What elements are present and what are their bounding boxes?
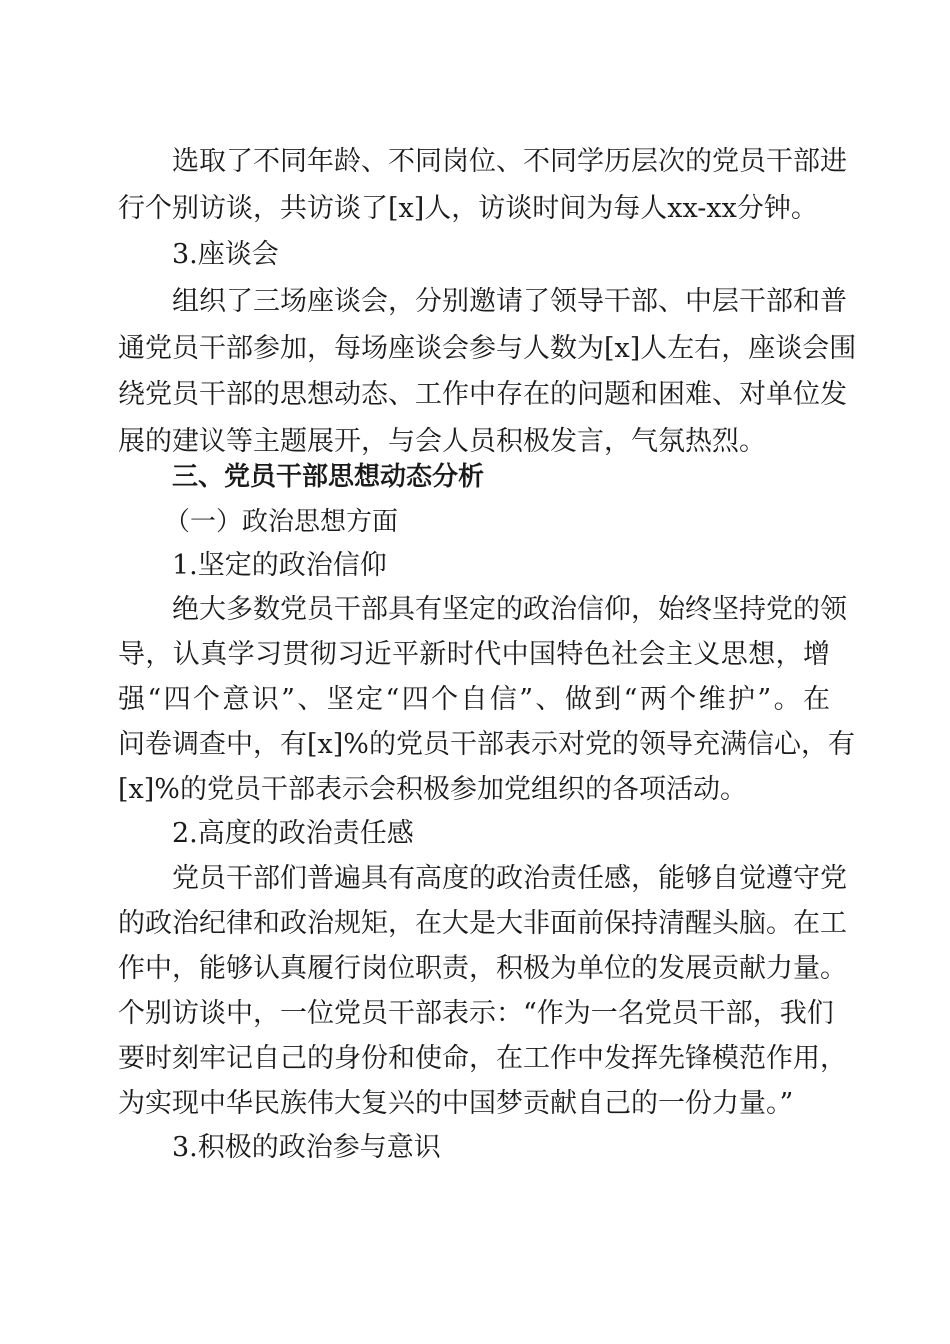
paragraph-line: 为实现中华民族伟大复兴的中国梦贡献自己的一份力量。”	[118, 1088, 794, 1119]
paragraph-line: 绝大多数党员干部具有坚定的政治信仰，始终坚持党的领	[172, 594, 847, 625]
paragraph-line: 的政治纪律和政治规矩，在大是大非面前保持清醒头脑。在工	[118, 908, 847, 939]
paragraph-line: 强“四个意识”、坚定“四个自信”、做到“两个维护”。在	[118, 684, 830, 715]
paragraph-line: 作中，能够认真履行岗位职责，积极为单位的发展贡献力量。	[118, 953, 847, 984]
paragraph-line: 导，认真学习贯彻习近平新时代中国特色社会主义思想，增	[118, 639, 830, 670]
paragraph-line: 行个别访谈，共访谈了[x]人，访谈时间为每人xx-xx分钟。	[118, 193, 818, 224]
subsection-heading: （一）政治思想方面	[164, 507, 399, 537]
paragraph-line: 选取了不同年龄、不同岗位、不同学历层次的党员干部进	[172, 146, 847, 177]
paragraph-line: 通党员干部参加，每场座谈会参与人数为[x]人左右，座谈会围	[118, 333, 857, 364]
paragraph-line: [x]%的党员干部表示会积极参加党组织的各项活动。	[118, 774, 747, 805]
paragraph-line: 个别访谈中，一位党员干部表示：“作为一名党员干部，我们	[118, 998, 834, 1029]
section-item-title: 3.积极的政治参与意识	[172, 1132, 441, 1163]
paragraph-line: 展的建议等主题展开，与会人员积极发言，气氛热烈。	[118, 426, 766, 457]
section-heading: 三、党员干部思想动态分析	[172, 462, 485, 492]
paragraph-line: 问卷调查中，有[x]%的党员干部表示对党的领导充满信心，有	[118, 729, 855, 760]
paragraph-line: 组织了三场座谈会，分别邀请了领导干部、中层干部和普	[172, 286, 847, 317]
section-item-title: 2.高度的政治责任感	[172, 818, 414, 849]
paragraph-line: 党员干部们普遍具有高度的政治责任感，能够自觉遵守党	[172, 863, 847, 894]
paragraph-line: 绕党员干部的思想动态、工作中存在的问题和困难、对单位发	[118, 379, 847, 410]
section-item-title: 1.坚定的政治信仰	[172, 550, 387, 581]
paragraph-line: 要时刻牢记自己的身份和使命，在工作中发挥先锋模范作用，	[118, 1043, 847, 1074]
section-item-title: 3.座谈会	[172, 239, 279, 270]
